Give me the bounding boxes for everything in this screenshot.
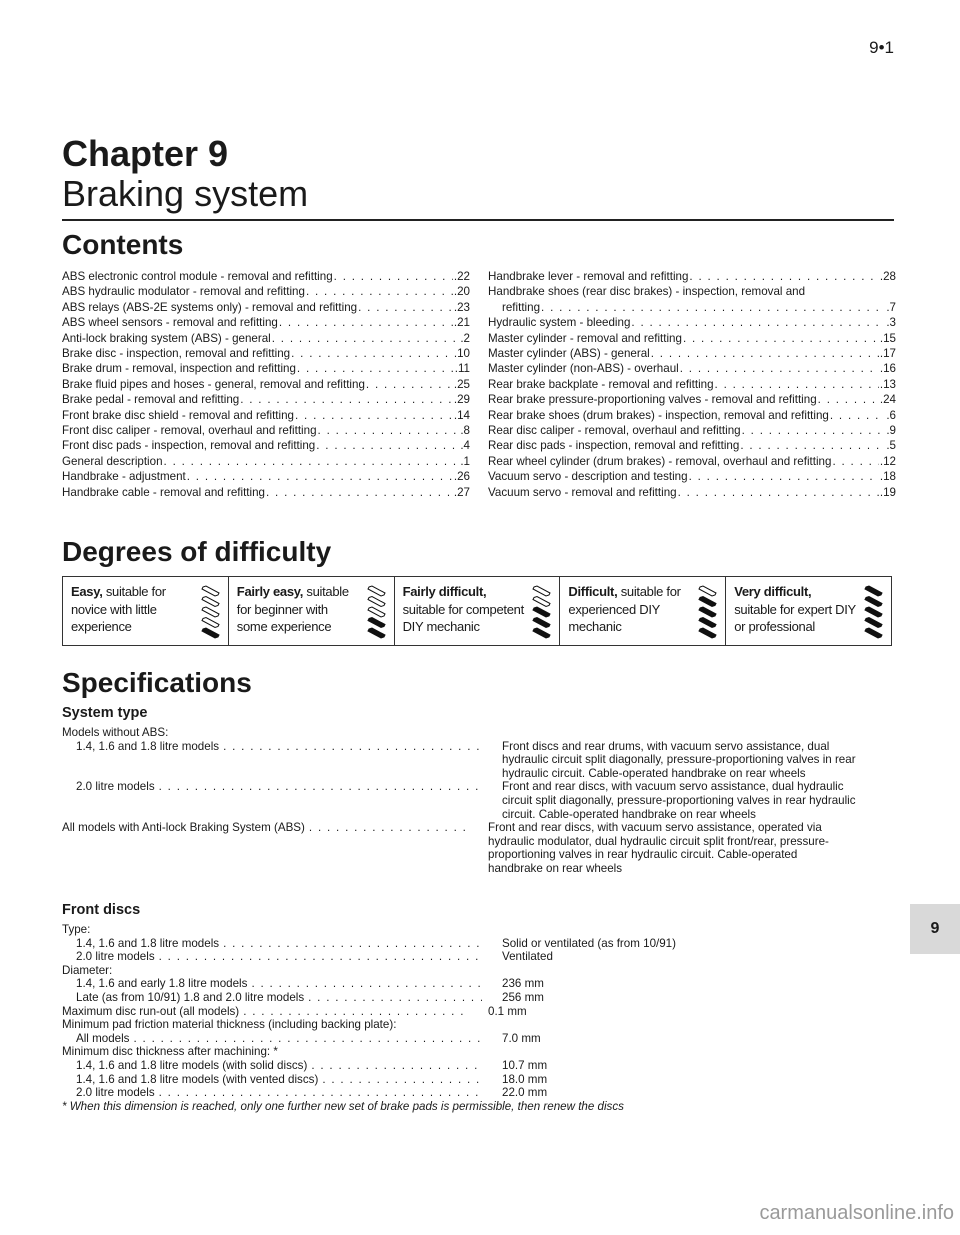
contents-entry-page: .12 — [879, 454, 896, 468]
spanner-outline-icon — [202, 586, 219, 596]
spec-label: 2.0 litre models — [76, 780, 155, 794]
contents-entry-page: .8 — [460, 424, 470, 438]
leader-dots — [187, 469, 453, 484]
contents-entry-title: Vacuum servo - removal and refitting — [488, 485, 677, 499]
spec-value: 0.1 mm — [488, 1004, 527, 1018]
spanner-filled-icon — [865, 586, 882, 596]
leader-dots — [689, 269, 878, 284]
contents-entry-page: .10 — [453, 347, 470, 361]
difficulty-line: suitable for competent — [402, 601, 524, 617]
spec-label: 2.0 litre models — [76, 950, 155, 964]
leader-dots — [715, 377, 879, 392]
contents-entry-title: Front disc pads - inspection, removal and refitting — [62, 439, 316, 453]
contents-entry — [62, 361, 470, 376]
contents-entry-page: .16 — [879, 362, 896, 376]
difficulty-level — [395, 577, 561, 645]
spec-label: 1.4, 1.6 and 1.8 litre models — [76, 936, 220, 950]
spanner-outline-icon — [368, 607, 385, 617]
spanner-outline-icon — [202, 597, 219, 607]
contents-entry-page: .28 — [879, 270, 896, 283]
spec-group-label: Minimum disc thickness after machining: * — [62, 1045, 278, 1059]
leader-dots — [631, 315, 885, 330]
leader-dots — [689, 469, 879, 484]
contents-entry-page: .2 — [460, 331, 470, 345]
difficulty-rating — [200, 584, 222, 645]
contents-entry-title: Master cylinder (ABS) - general — [488, 347, 650, 361]
difficulty-line: some experience — [236, 619, 332, 634]
contents-entry — [62, 300, 470, 315]
contents-entry — [488, 485, 896, 500]
contents-entry — [488, 392, 896, 407]
difficulty-line: suitable for expert DIY — [734, 601, 856, 617]
leader-dots — [818, 392, 879, 407]
contents-entry-page: .22 — [453, 270, 470, 283]
difficulty-line — [237, 583, 386, 601]
contents-entry — [488, 346, 896, 361]
difficulty-heading: Degrees of difficulty — [62, 536, 332, 567]
spanner-filled-icon — [533, 628, 550, 638]
spec-value: Ventilated — [502, 950, 553, 964]
spec-label-wrap — [62, 937, 486, 951]
contents-entry-title: Brake fluid pipes and hoses - general, removal and refitting — [62, 377, 365, 391]
contents-entry-title: refitting — [502, 300, 541, 314]
spec-value: 18.0 mm — [502, 1072, 548, 1086]
contents-entry-title: Front brake disc shield - removal and refitting — [62, 408, 294, 422]
contents-entry-title: Handbrake - adjustment — [62, 470, 186, 484]
contents-left-column — [62, 269, 470, 500]
spec-label: 2.0 litre models — [76, 1086, 155, 1100]
contents-entry — [488, 438, 896, 453]
spanner-filled-icon — [699, 628, 716, 638]
contents-entry-title: Brake drum - removal, inspection and refitting — [62, 362, 296, 376]
contents-entry — [62, 346, 470, 361]
spanner-filled-icon — [865, 607, 882, 617]
contents-heading: Contents — [62, 229, 184, 260]
spec-row — [62, 977, 892, 991]
difficulty-text: suitable for — [617, 584, 681, 599]
spanner-filled-icon — [865, 618, 882, 628]
contents-entry-page: .27 — [453, 485, 470, 499]
contents-entry-page: .1 — [460, 454, 470, 468]
spec-label-wrap — [62, 1086, 486, 1100]
contents-entry-title: Rear disc caliper - removal, overhaul and refitting — [488, 424, 741, 438]
spanner-filled-icon — [699, 607, 716, 617]
spanner-rating-icon — [531, 584, 553, 640]
difficulty-level — [229, 577, 395, 645]
leader-dots — [678, 485, 879, 500]
chapter-title: Chapter 9 — [62, 133, 229, 174]
spanner-filled-icon — [202, 628, 219, 638]
leader-dots — [279, 315, 453, 330]
contents-entry-page: .5 — [886, 439, 896, 453]
contents-entry-title: Handbrake cable - removal and refitting — [62, 485, 265, 499]
spanner-filled-icon — [533, 618, 550, 628]
contents-entry — [488, 423, 896, 438]
spanner-outline-icon — [202, 607, 219, 617]
leader-dots — [272, 331, 460, 346]
difficulty-rating — [863, 584, 885, 645]
spec-row — [62, 821, 892, 875]
spec-value: Solid or ventilated (as from 10/91) — [502, 936, 676, 950]
contents-entry — [62, 269, 470, 284]
difficulty-rating — [531, 584, 553, 645]
contents-entry — [62, 408, 470, 423]
difficulty-level — [560, 577, 726, 645]
contents-entry-page: .23 — [453, 300, 470, 314]
system-type-specs — [62, 726, 892, 876]
spec-value: 10.7 mm — [502, 1058, 548, 1072]
leader-dots — [316, 438, 459, 453]
leader-dots — [680, 361, 879, 376]
contents-entry — [488, 269, 896, 284]
difficulty-level — [726, 577, 891, 645]
leader-dots — [322, 1073, 482, 1087]
spec-group-label: Type: — [62, 923, 91, 936]
difficulty-text: suitable for — [102, 584, 166, 599]
spec-label-wrap — [62, 991, 486, 1005]
leader-dots — [318, 423, 460, 438]
front-discs-specs — [62, 923, 892, 1113]
spec-label-wrap — [62, 977, 486, 991]
spanner-rating-icon — [366, 584, 388, 640]
contents-entry-title: Hydraulic system - bleeding — [488, 316, 631, 330]
leader-dots — [740, 438, 885, 453]
header-rule — [62, 219, 894, 221]
leader-dots — [251, 977, 482, 991]
contents-entry-page: .19 — [879, 485, 896, 499]
difficulty-line: or professional — [734, 619, 815, 634]
contents-entry-title: Front disc caliper - removal, overhaul and refitting — [62, 424, 317, 438]
contents-entry-title: General description — [62, 454, 163, 468]
spec-row — [62, 950, 892, 964]
leader-dots — [159, 1086, 482, 1100]
page-number: 9•1 — [869, 38, 894, 57]
spec-label: 1.4, 1.6 and 1.8 litre models — [76, 739, 220, 753]
leader-dots — [164, 454, 460, 469]
contents-entry — [62, 485, 470, 500]
contents-entry — [488, 300, 896, 315]
contents-entry-page: .18 — [879, 470, 896, 484]
system-type-heading: System type — [62, 705, 148, 721]
spec-value: 7.0 mm — [502, 1031, 541, 1045]
leader-dots — [240, 392, 453, 407]
contents-entry-title: ABS wheel sensors - removal and refitting — [62, 316, 278, 330]
contents-entry — [488, 331, 896, 346]
leader-dots — [366, 377, 453, 392]
spec-label-wrap — [62, 1005, 472, 1019]
contents-entry-title: Rear disc pads - inspection, removal and refitting — [488, 439, 740, 453]
contents-entry-title: Rear brake backplate - removal and refitting — [488, 377, 714, 391]
spanner-outline-icon — [699, 586, 716, 596]
contents-right-column — [488, 269, 896, 500]
contents-entry-page: .9 — [886, 424, 896, 438]
spec-value: 256 mm — [502, 990, 544, 1004]
difficulty-line: mechanic — [568, 619, 622, 634]
contents-entry-page: .4 — [460, 439, 470, 453]
spec-label-wrap — [62, 1032, 486, 1046]
spanner-filled-icon — [699, 597, 716, 607]
difficulty-name: Difficult, — [568, 584, 618, 599]
spec-row — [62, 1086, 892, 1100]
spec-row — [62, 740, 892, 781]
contents-entry-page: .11 — [454, 362, 470, 376]
contents-entry — [62, 469, 470, 484]
contents-entry-title: Anti-lock braking system (ABS) - general — [62, 331, 271, 345]
leader-dots — [683, 331, 879, 346]
contents-entry-page: .25 — [453, 377, 470, 391]
spec-group-label: Minimum pad friction material thickness (including backing plate): — [62, 1018, 397, 1032]
contents-entry — [488, 408, 896, 423]
contents-entry — [488, 454, 896, 469]
contents-entry-title: Rear brake pressure-proportioning valves - removal and refitting — [488, 393, 817, 407]
leader-dots — [243, 1005, 468, 1019]
spec-label: 1.4, 1.6 and early 1.8 litre models — [76, 977, 248, 991]
contents-entry-page: .13 — [879, 377, 896, 391]
contents-entry-page: .15 — [879, 331, 896, 345]
leader-dots — [295, 408, 453, 423]
difficulty-text: suitable — [303, 584, 349, 599]
contents-entry — [62, 315, 470, 330]
leader-dots — [334, 269, 453, 284]
contents-entry-title: Handbrake lever - removal and refitting — [488, 270, 689, 283]
spec-label-wrap — [62, 950, 486, 964]
spec-row — [62, 1059, 892, 1073]
spanner-outline-icon — [533, 597, 550, 607]
contents-entry-title: Master cylinder (non-ABS) - overhaul — [488, 362, 679, 376]
contents-entry-title: Rear wheel cylinder (drum brakes) - removal, overhaul and refitting — [488, 454, 832, 468]
leader-dots — [291, 346, 453, 361]
difficulty-line: experienced DIY — [568, 601, 661, 617]
difficulty-line — [403, 583, 552, 601]
spec-value: 236 mm — [502, 977, 544, 991]
front-discs-heading: Front discs — [62, 902, 141, 918]
contents-entry-title: Brake disc - inspection, removal and refitting — [62, 347, 291, 361]
spec-value: Front and rear discs, with vacuum servo assistance, dual hydraulic circuit split diagonally, pressure-proportioning valves in rear hydraulic circuit. Cable-operated handbrake on rear wheels — [502, 780, 856, 821]
difficulty-rating — [366, 584, 388, 645]
contents-entry-title: Master cylinder - removal and refitting — [488, 331, 682, 345]
spec-row — [62, 1073, 892, 1087]
spec-footnote: * When this dimension is reached, only one further new set of brake pads is permissible, then renew the discs — [62, 1099, 624, 1113]
contents-entry — [62, 377, 470, 392]
spanner-filled-icon — [368, 618, 385, 628]
leader-dots — [159, 950, 482, 964]
contents-entry — [62, 438, 470, 453]
spec-row — [62, 780, 892, 821]
difficulty-name: Easy, — [71, 584, 103, 599]
difficulty-line: for beginner with — [236, 601, 328, 617]
spanner-filled-icon — [533, 607, 550, 617]
difficulty-line — [734, 583, 883, 601]
spanner-rating-icon — [200, 584, 222, 640]
spec-label: 1.4, 1.6 and 1.8 litre models (with vented discs) — [76, 1072, 319, 1086]
leader-dots — [133, 1032, 482, 1046]
leader-dots — [541, 300, 885, 315]
leader-dots — [223, 937, 482, 951]
leader-dots — [311, 1059, 482, 1073]
contents-entry — [488, 377, 896, 392]
spec-group-label: Diameter: — [62, 963, 113, 977]
difficulty-line — [568, 583, 717, 601]
contents-entry-title: ABS relays (ABS-2E systems only) - removal and refitting — [62, 300, 358, 314]
difficulty-name: Fairly difficult, — [402, 584, 487, 599]
watermark: carmanualsonline.info — [759, 1202, 954, 1224]
specifications-heading: Specifications — [62, 667, 252, 698]
spec-row — [62, 937, 892, 951]
spec-label-wrap — [62, 1073, 486, 1087]
contents-entry-page: .6 — [886, 408, 896, 422]
difficulty-level — [63, 577, 229, 645]
difficulty-name: Very difficult, — [734, 584, 812, 599]
contents-entry-page: .17 — [879, 347, 896, 361]
difficulty-line: experience — [71, 619, 132, 634]
difficulty-line — [71, 583, 220, 601]
difficulty-rating — [697, 584, 719, 645]
spec-value: 22.0 mm — [502, 1086, 548, 1100]
contents-entry — [62, 331, 470, 346]
leader-dots — [297, 361, 454, 376]
contents-entry — [62, 284, 470, 299]
leader-dots — [832, 454, 878, 469]
spanner-filled-icon — [865, 597, 882, 607]
spec-row — [62, 1032, 892, 1046]
contents-entry-title: Vacuum servo - description and testing — [488, 470, 688, 484]
spec-value: Front discs and rear drums, with vacuum servo assistance, dual hydraulic circuit split diagonally, pressure-proportioning valves in rear hydraulic circuit. Cable-operated handbrake on rear wheels — [502, 739, 856, 780]
contents-entry-title: Handbrake shoes (rear disc brakes) - inspection, removal and — [488, 285, 806, 299]
contents-entry-title: Rear brake shoes (drum brakes) - inspection, removal and refitting — [488, 408, 829, 422]
difficulty-line: novice with little — [71, 601, 157, 617]
difficulty-name: Fairly easy, — [236, 584, 304, 599]
chapter-side-tab: 9 — [910, 904, 960, 954]
spanner-outline-icon — [368, 586, 385, 596]
spec-group-label: Models without ABS: — [62, 726, 169, 739]
contents-entry-title: ABS hydraulic modulator - removal and refitting — [62, 285, 305, 299]
leader-dots — [358, 300, 453, 315]
chapter-subtitle: Braking system — [62, 173, 309, 214]
leader-dots — [266, 485, 453, 500]
leader-dots — [742, 423, 886, 438]
spanner-outline-icon — [368, 597, 385, 607]
contents-entry-title: Brake pedal - removal and refitting — [62, 393, 240, 407]
contents-entry-page: .29 — [453, 393, 470, 407]
leader-dots — [651, 346, 879, 361]
contents-entry-page: .24 — [879, 393, 896, 407]
spanner-filled-icon — [865, 628, 882, 638]
contents-entry — [62, 392, 470, 407]
spanner-outline-icon — [533, 586, 550, 596]
leader-dots — [306, 284, 453, 299]
spec-label: Late (as from 10/91) 1.8 and 2.0 litre models — [76, 990, 305, 1004]
spec-row — [62, 1005, 892, 1019]
spanner-filled-icon — [368, 628, 385, 638]
spec-row — [62, 991, 892, 1005]
difficulty-table — [62, 576, 892, 646]
spec-label-wrap — [62, 1059, 486, 1073]
spec-label: All models with Anti-lock Braking System (ABS) — [62, 821, 305, 835]
spec-label: Maximum disc run-out (all models) — [62, 1004, 240, 1018]
contents-entry-page: .26 — [453, 470, 470, 484]
contents-entry — [488, 361, 896, 376]
contents-entry — [488, 315, 896, 330]
contents-entry — [488, 469, 896, 484]
leader-dots — [308, 991, 482, 1005]
spec-label: All models — [76, 1031, 130, 1045]
spanner-rating-icon — [697, 584, 719, 640]
spanner-outline-icon — [202, 618, 219, 628]
difficulty-line: DIY mechanic — [402, 619, 480, 634]
contents-entry-page: .14 — [453, 408, 470, 422]
spec-label: 1.4, 1.6 and 1.8 litre models (with solid discs) — [76, 1058, 308, 1072]
contents-entry-page: .3 — [886, 316, 896, 330]
contents-entry — [62, 423, 470, 438]
contents-entry-title: ABS electronic control module - removal and refitting — [62, 270, 333, 283]
leader-dots — [830, 408, 885, 423]
contents-entry-page: .21 — [453, 316, 470, 330]
spanner-filled-icon — [699, 618, 716, 628]
spec-value: Front and rear discs, with vacuum servo assistance, operated via hydraulic modulator, dual hydraulic circuit split front/rear, pressure- proportioning valves in rear hydraulic circuit. Cable-operated handbrake on rear wheels — [488, 821, 829, 875]
contents-entry-page: .7 — [886, 300, 896, 314]
contents-entry-page: .20 — [453, 285, 470, 299]
contents-entry — [62, 454, 470, 469]
spanner-rating-icon — [863, 584, 885, 640]
